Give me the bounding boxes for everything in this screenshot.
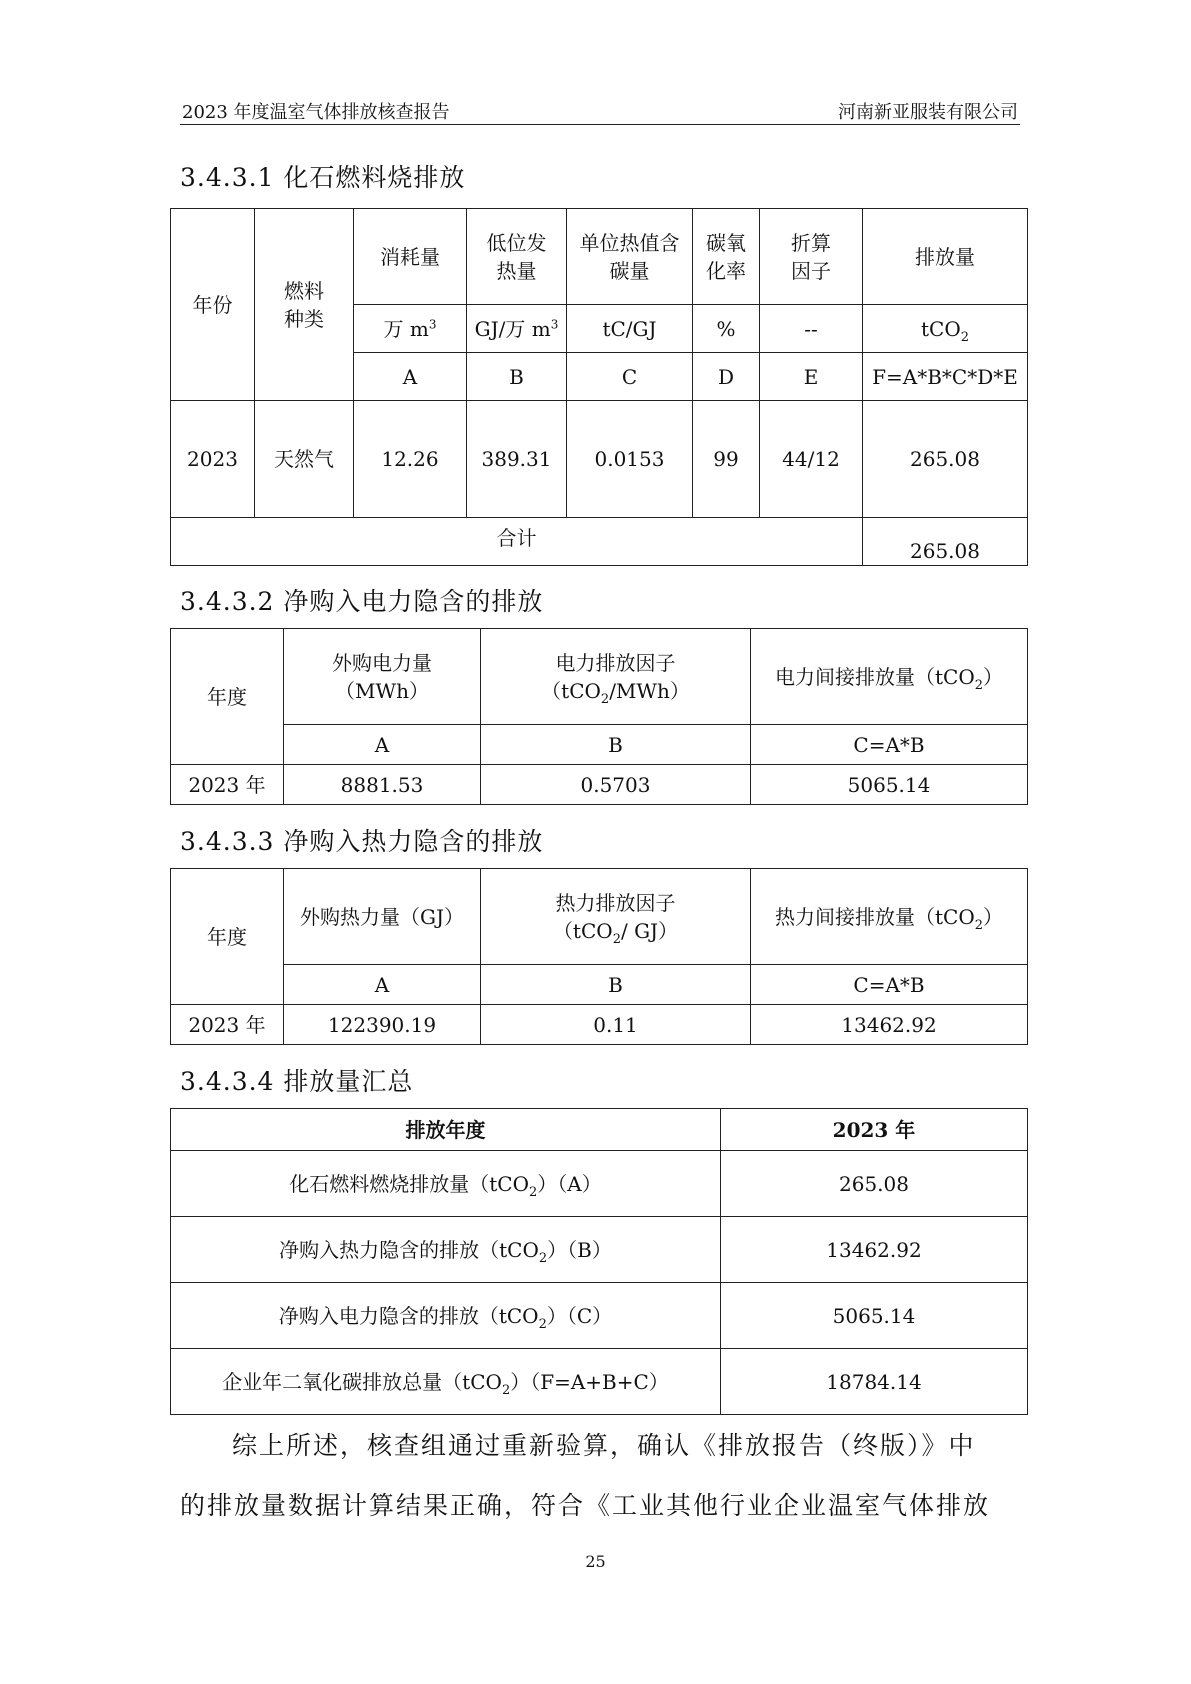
cell-indirect-emissions: 13462.92 <box>751 1005 1028 1045</box>
label-e: E <box>760 353 863 401</box>
cell-year: 2023 <box>171 401 255 518</box>
summary-item-electricity: 净购入电力隐含的排放（tCO$_2$）（C） <box>171 1283 721 1349</box>
cell-consumption: 12.26 <box>354 401 467 518</box>
heat-table <box>170 868 1028 1045</box>
col-header-item: 排放年度 <box>171 1109 721 1151</box>
summary-table <box>170 1108 1028 1415</box>
label-d: D <box>693 353 760 401</box>
label-a: A <box>354 353 467 401</box>
table-row <box>171 401 1028 518</box>
paragraph-line: 综上所述，核查组通过重新验算，确认《排放报告（终版）》中 <box>232 1431 976 1460</box>
cell-carbon-content: 0.0153 <box>567 401 693 518</box>
label-c-formula: C=A*B <box>751 965 1028 1005</box>
table-row <box>171 1349 1028 1415</box>
label-a: A <box>284 965 481 1005</box>
cell-purchased-heat: 122390.19 <box>284 1005 481 1045</box>
col-header-electricity-factor: 电力排放因子 （tCO$_2$/MWh） <box>481 629 751 725</box>
label-c: C <box>567 353 693 401</box>
unit-ncv: GJ/万 $m^3$ <box>467 305 567 353</box>
col-header-year: 年份 <box>171 209 255 401</box>
col-header-heat-factor: 热力排放因子 （tCO$_2$/ GJ） <box>481 869 751 965</box>
label-a: A <box>284 725 481 765</box>
cell-ncv: 389.31 <box>467 401 567 518</box>
unit-carbon-content: tC/GJ <box>567 305 693 353</box>
label-c-formula: C=A*B <box>751 725 1028 765</box>
col-header-consumption: 消耗量 <box>354 209 467 305</box>
table-row <box>171 765 1028 805</box>
col-header-ncv: 低位发热量 <box>467 209 567 305</box>
section-title-electricity: 3.4.3.2 净购入电力隐含的排放 <box>180 587 544 616</box>
cell-year: 2023 年 <box>171 765 284 805</box>
page-header <box>180 98 1020 125</box>
col-header-indirect-emissions: 热力间接排放量（tCO$_2$） <box>751 869 1028 965</box>
col-header-purchased-electricity: 外购电力量 （MWh） <box>284 629 481 725</box>
unit-conversion-factor: -- <box>760 305 863 353</box>
fossil-fuel-table <box>170 208 1028 566</box>
col-header-year: 年度 <box>171 869 284 1005</box>
section-title-summary: 3.4.3.4 排放量汇总 <box>180 1067 414 1096</box>
cell-year: 2023 年 <box>171 1005 284 1045</box>
cell-electricity-factor: 0.5703 <box>481 765 751 805</box>
section-title-fossil-fuel: 3.4.3.1 化石燃料烧排放 <box>180 163 466 192</box>
summary-item-heat: 净购入热力隐含的排放（tCO$_2$）（B） <box>171 1217 721 1283</box>
conclusion-paragraph <box>180 1416 1020 1536</box>
cell-conversion-factor: 44/12 <box>760 401 863 518</box>
unit-consumption: 万 $m^3$ <box>354 305 467 353</box>
unit-emissions: tCO$_2$ <box>863 305 1028 353</box>
col-header-purchased-heat: 外购热力量（GJ） <box>284 869 481 965</box>
label-b: B <box>481 725 751 765</box>
page-number: 25 <box>585 1552 606 1571</box>
cell-purchased-electricity: 8881.53 <box>284 765 481 805</box>
col-header-year: 2023 年 <box>721 1109 1028 1151</box>
table-row <box>171 1217 1028 1283</box>
cell-indirect-emissions: 5065.14 <box>751 765 1028 805</box>
label-b: B <box>481 965 751 1005</box>
col-header-oxidation-rate: 碳氧化率 <box>693 209 760 305</box>
total-label: 合计 <box>171 518 863 566</box>
summary-item-fossil-fuel: 化石燃料燃烧排放量（tCO$_2$）（A） <box>171 1151 721 1217</box>
label-f-formula: F=A*B*C*D*E <box>863 353 1028 401</box>
summary-item-total: 企业年二氧化碳排放总量（tCO$_2$）（F=A+B+C） <box>171 1349 721 1415</box>
total-value: 265.08 <box>863 518 1028 566</box>
summary-value-total: 18784.14 <box>721 1349 1028 1415</box>
cell-oxidation-rate: 99 <box>693 401 760 518</box>
header-report-title: 2023 年度温室气体排放核查报告 <box>182 102 450 123</box>
summary-value-fossil-fuel: 265.08 <box>721 1151 1028 1217</box>
summary-value-electricity: 5065.14 <box>721 1283 1028 1349</box>
col-header-indirect-emissions: 电力间接排放量（tCO$_2$） <box>751 629 1028 725</box>
table-row <box>171 1151 1028 1217</box>
unit-oxidation-rate: % <box>693 305 760 353</box>
paragraph-line: 的排放量数据计算结果正确，符合《工业其他行业企业温室气体排放 <box>180 1491 991 1520</box>
summary-value-heat: 13462.92 <box>721 1217 1028 1283</box>
section-title-heat: 3.4.3.3 净购入热力隐含的排放 <box>180 827 544 856</box>
col-header-year: 年度 <box>171 629 284 765</box>
table-row <box>171 1005 1028 1045</box>
label-b: B <box>467 353 567 401</box>
header-company-name: 河南新亚服装有限公司 <box>838 102 1018 123</box>
cell-emissions: 265.08 <box>863 401 1028 518</box>
col-header-emissions: 排放量 <box>863 209 1028 305</box>
col-header-carbon-content: 单位热值含碳量 <box>567 209 693 305</box>
cell-fuel: 天然气 <box>255 401 354 518</box>
col-header-conversion-factor: 折算因子 <box>760 209 863 305</box>
col-header-fuel-type: 燃料种类 <box>255 209 354 401</box>
electricity-table <box>170 628 1028 805</box>
table-row <box>171 1283 1028 1349</box>
cell-heat-factor: 0.11 <box>481 1005 751 1045</box>
